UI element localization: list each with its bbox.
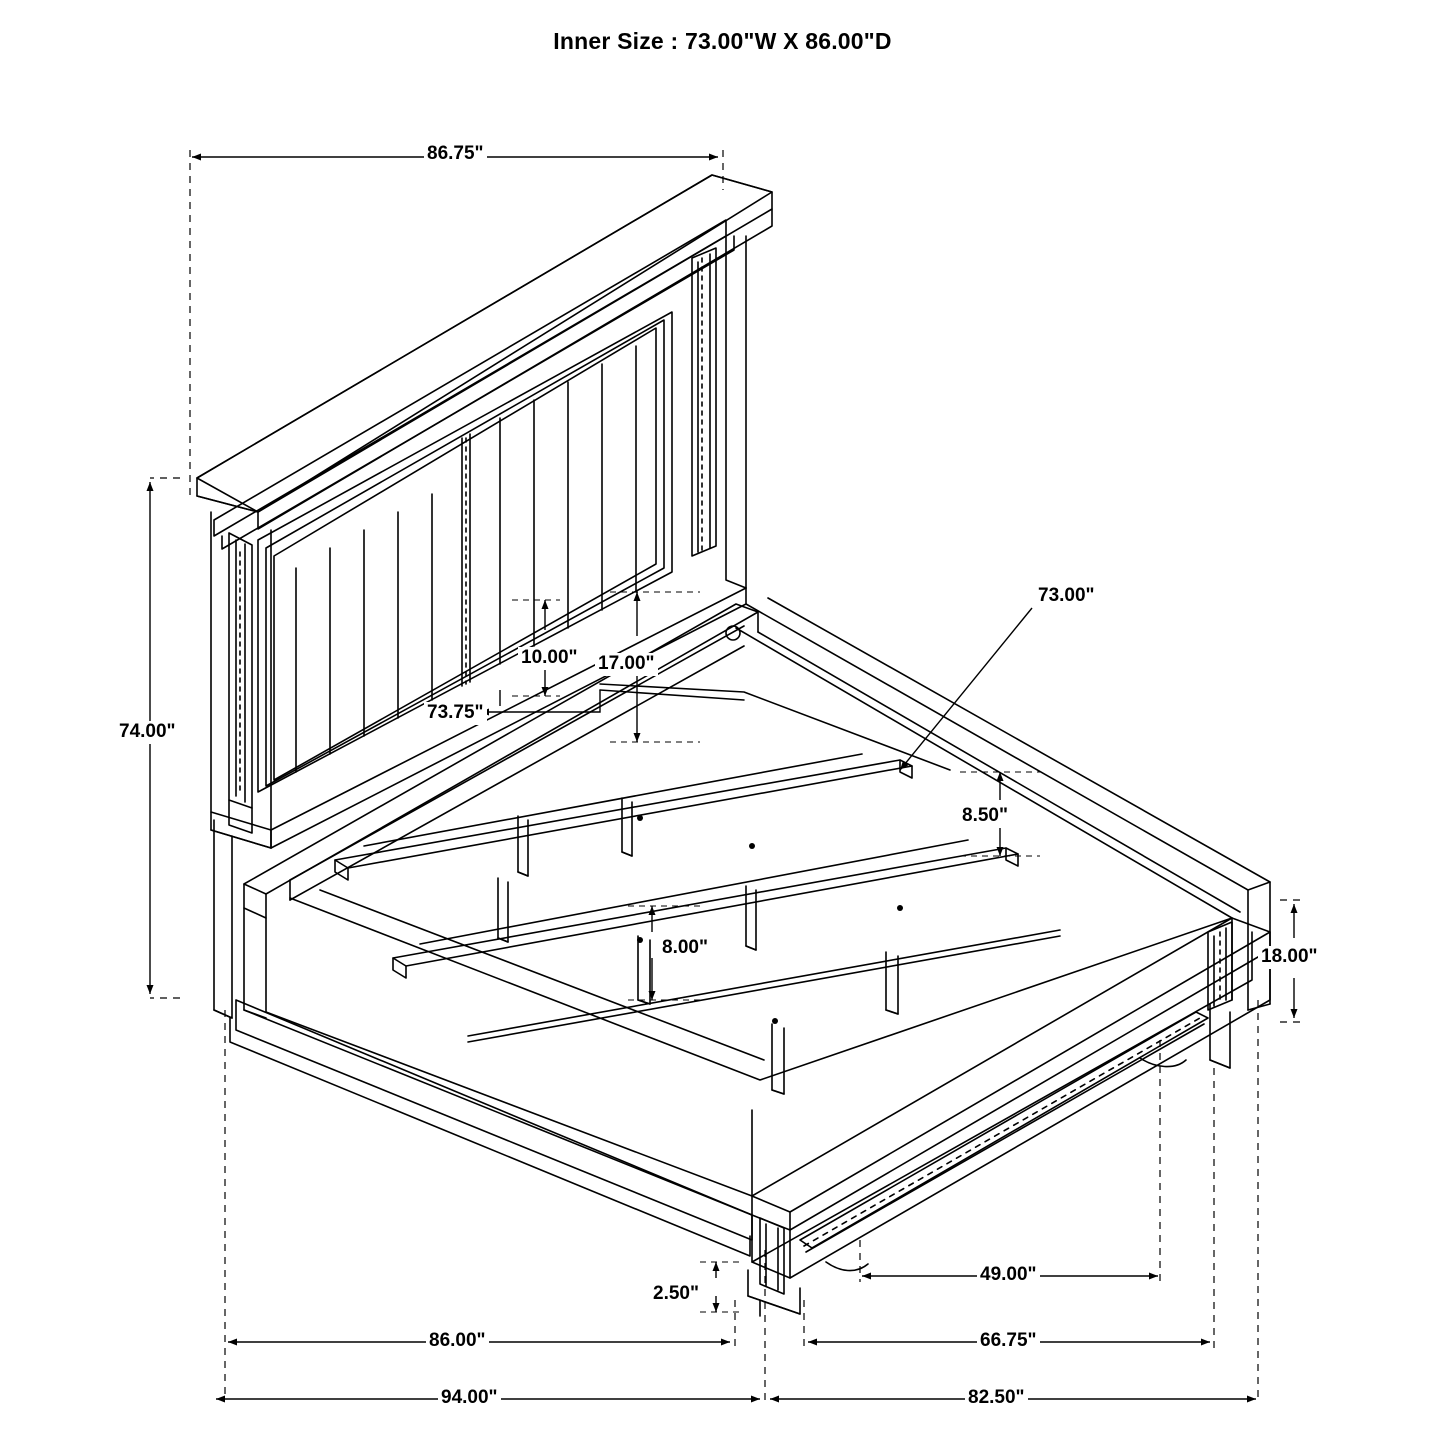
dimension-label-leg-height: 8.00" [659,937,711,960]
dimension-label-foot-depth: 49.00" [977,1264,1040,1287]
dimension-label-side-depth: 66.75" [977,1330,1040,1353]
dimension-label-panel-inset: 10.00" [518,647,581,670]
dimension-label-headboard-panel: 73.75" [424,702,487,725]
dimension-label-rail-height: 17.00" [595,653,658,676]
dimension-label-slat-width: 73.00" [1035,585,1098,608]
dimension-label-overall-height: 74.00" [116,721,179,744]
dimension-label-base-trim: 2.50" [650,1283,702,1306]
dimension-label-footboard-height: 18.00" [1258,946,1321,969]
page-title: Inner Size : 73.00"W X 86.00"D [553,28,892,54]
dimension-label-top-width: 86.75" [424,143,487,166]
dimension-label-inner-length: 86.00" [426,1330,489,1353]
dimension-label-overall-depth: 82.50" [965,1387,1028,1410]
dimension-label-center-support: 8.50" [959,805,1011,828]
dimension-label-overall-length: 94.00" [438,1387,501,1410]
